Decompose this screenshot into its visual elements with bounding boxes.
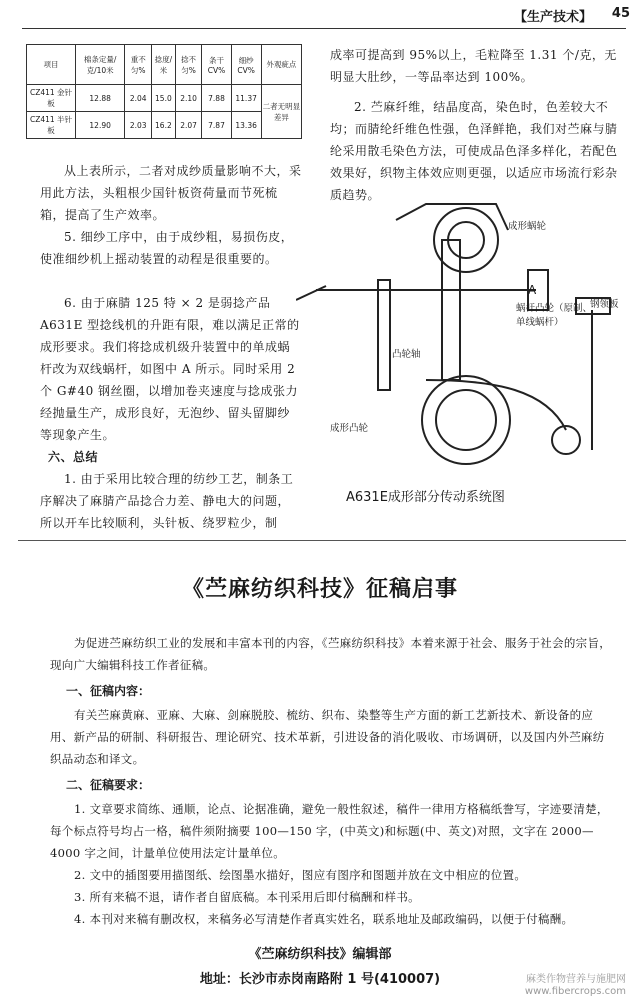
notice-section-heading: 二、征稿要求：: [66, 778, 151, 792]
table-cell: 12.90: [76, 112, 125, 139]
section-heading: 六、总结: [48, 450, 99, 464]
left-paragraph: 5. 细纱工序中，由于成纱粗，易损伤皮，使准细纱机上摇动装置的动程是很重要的。: [40, 230, 294, 266]
follower-roller: [552, 426, 580, 454]
upper-lever: [396, 204, 508, 230]
table-cell: CZ411 金针板: [27, 85, 76, 112]
table-row: [27, 112, 302, 139]
table-header-cell: 细纱CV%: [231, 45, 261, 85]
right-paragraph: 成率可提高到 95%以上，毛粒降至 1.31 个/克，无明显大肚纱，一等品率达到 100%。: [330, 48, 617, 84]
table-row: [27, 85, 302, 112]
cam-shaft: [378, 280, 390, 390]
table-header-cell: 捻不匀%: [175, 45, 202, 85]
notice-intro: 为促进苎麻纺织工业的发展和丰富本刊的内容，《苎麻纺织科技》本着来源于社会、服务于社会的宗旨，现向广大编辑科技工作者征稿。: [50, 636, 612, 672]
table-cell: 11.37: [231, 85, 261, 112]
table-cell: 2.07: [175, 112, 202, 139]
notice-section-heading: 一、征稿内容：: [66, 684, 151, 698]
table-header-cell: 重不匀%: [125, 45, 152, 85]
table-header-cell: 项目: [27, 45, 76, 85]
table-cell: CZ411 半针板: [27, 112, 76, 139]
vertical-shaft: [442, 240, 460, 380]
diagram-caption: A631E成形部分传动系统图: [346, 490, 505, 505]
right-paragraph: 2. 苎麻纤维，结晶度高，染色时，色差较大不均；而腈纶纤维色性强，色泽鲜艳，我们对苎麻与腈纶采用散毛染色方法，可使成品色泽多样化，若配色效果好，织物主体效应则更强，以适应市场流行彩杂质趋势。: [330, 100, 618, 202]
editorial-address: 地址：长沙市赤岗南路附 1 号(410007): [199, 972, 441, 987]
table-cell: 12.88: [76, 85, 125, 112]
label-shaft: 凸轮轴: [392, 349, 421, 360]
notice-item: 1. 文章要求简练、通顺，论点、论据准确，避免一般性叙述，稿件一律用方格稿纸誊写，字迹要清楚，每个标点符号均占一格，稿件须附摘要 100—150 字，(中英文)和标题(中、英文)对照，文字在 2000—4000 字之间，计量单位使用法定计量单位。: [50, 802, 609, 860]
left-paragraph: 6. 由于麻腈 125 特 × 2 是弱捻产品 A631E 型捻线机的升距有限，难以满足正常的成形要求。我们将捻成机级升装置中的单成蜗杆改为双线蜗杆，如图中 A 所示。同时采用 2 个 G#40 钢丝圈，以增加卷夹速度与捻成张力经抛量生产，成形良好，无泡纱、留头留脚纱等现象产生。: [40, 296, 300, 442]
table-cell: 7.87: [202, 112, 231, 139]
label-ring-rail: 钢领板: [590, 299, 619, 310]
quality-table: [26, 44, 302, 139]
notice-item: 2. 文中的插图要用描图纸、绘图墨水描好，图应有图序和图题并放在文中相应的位置。: [74, 868, 527, 882]
left-paragraph: 1. 由于采用比较合理的纺纱工艺，制条工序解决了麻腈产品捻合力差、静电大的问题，所以开车比较顺利，头针板、绕罗粒少，制: [40, 472, 294, 530]
table-cell: 2.10: [175, 85, 202, 112]
table-cell: 7.88: [202, 85, 231, 112]
label-cam: 成形凸轮: [330, 423, 369, 434]
table-header-cell: 条干CV%: [202, 45, 231, 85]
table-cell-merged: 二者无明显差异: [261, 85, 301, 139]
notice-item: 4. 本刊对来稿有删改权，来稿务必写清楚作者真实姓名，联系地址及邮政编码，以便于付稿酬。: [74, 912, 574, 926]
notice-title: 《苎麻纺织科技》征稿启事: [181, 577, 458, 602]
header-rule: [22, 28, 626, 29]
table-header-cell: 外观疵点: [261, 45, 301, 85]
table-header-cell: 棉条定量/克/10米: [76, 45, 125, 85]
table-cell: 2.04: [125, 85, 152, 112]
table-cell: 16.2: [152, 112, 176, 139]
watermark: [525, 974, 626, 998]
label-worm: 蜗杆凸轮（原制、单线蜗杆）: [516, 303, 593, 328]
notice-item: 3. 所有来稿不退，请作者自留底稿。本刊采用后即付稿酬和样书。: [74, 890, 420, 904]
label-a: A: [528, 283, 537, 297]
editorial-office: 《苎麻纺织科技》编辑部: [248, 947, 392, 962]
table-header-cell: 捻度/米: [152, 45, 176, 85]
left-paragraph: 从上表所示，二者对成纱质量影响不大，采用此方法，头粗根少国针板资荷量而节死梳箱，提高了生产效率。: [40, 164, 302, 222]
table-header-row: [27, 45, 302, 85]
notice-paragraph: 有关苎麻黄麻、亚麻、大麻、剑麻脱胶、梳纺、织布、染整等生产方面的新工艺新技术、新设备的应用、新产品的研制、科研报告、理论研究、技术革新，引进设备的消化吸收、市场调研，以及国内外苎麻纺织品动态和译文。: [50, 708, 605, 766]
transmission-diagram: [296, 190, 632, 480]
support-line: [296, 286, 326, 300]
table-cell: 2.03: [125, 112, 152, 139]
label-worm-gear: 成形蜗轮: [508, 221, 547, 232]
section-divider: [18, 540, 626, 541]
watermark-line: 麻类作物营养与施肥网: [526, 974, 626, 985]
lower-cam-inner: [436, 390, 496, 450]
table-cell: 15.0: [152, 85, 176, 112]
section-header: 【生产技术】: [513, 10, 592, 25]
watermark-line: www.fibercrops.com: [524, 986, 626, 997]
page-number: 45: [611, 6, 630, 21]
table-cell: 13.36: [231, 112, 261, 139]
